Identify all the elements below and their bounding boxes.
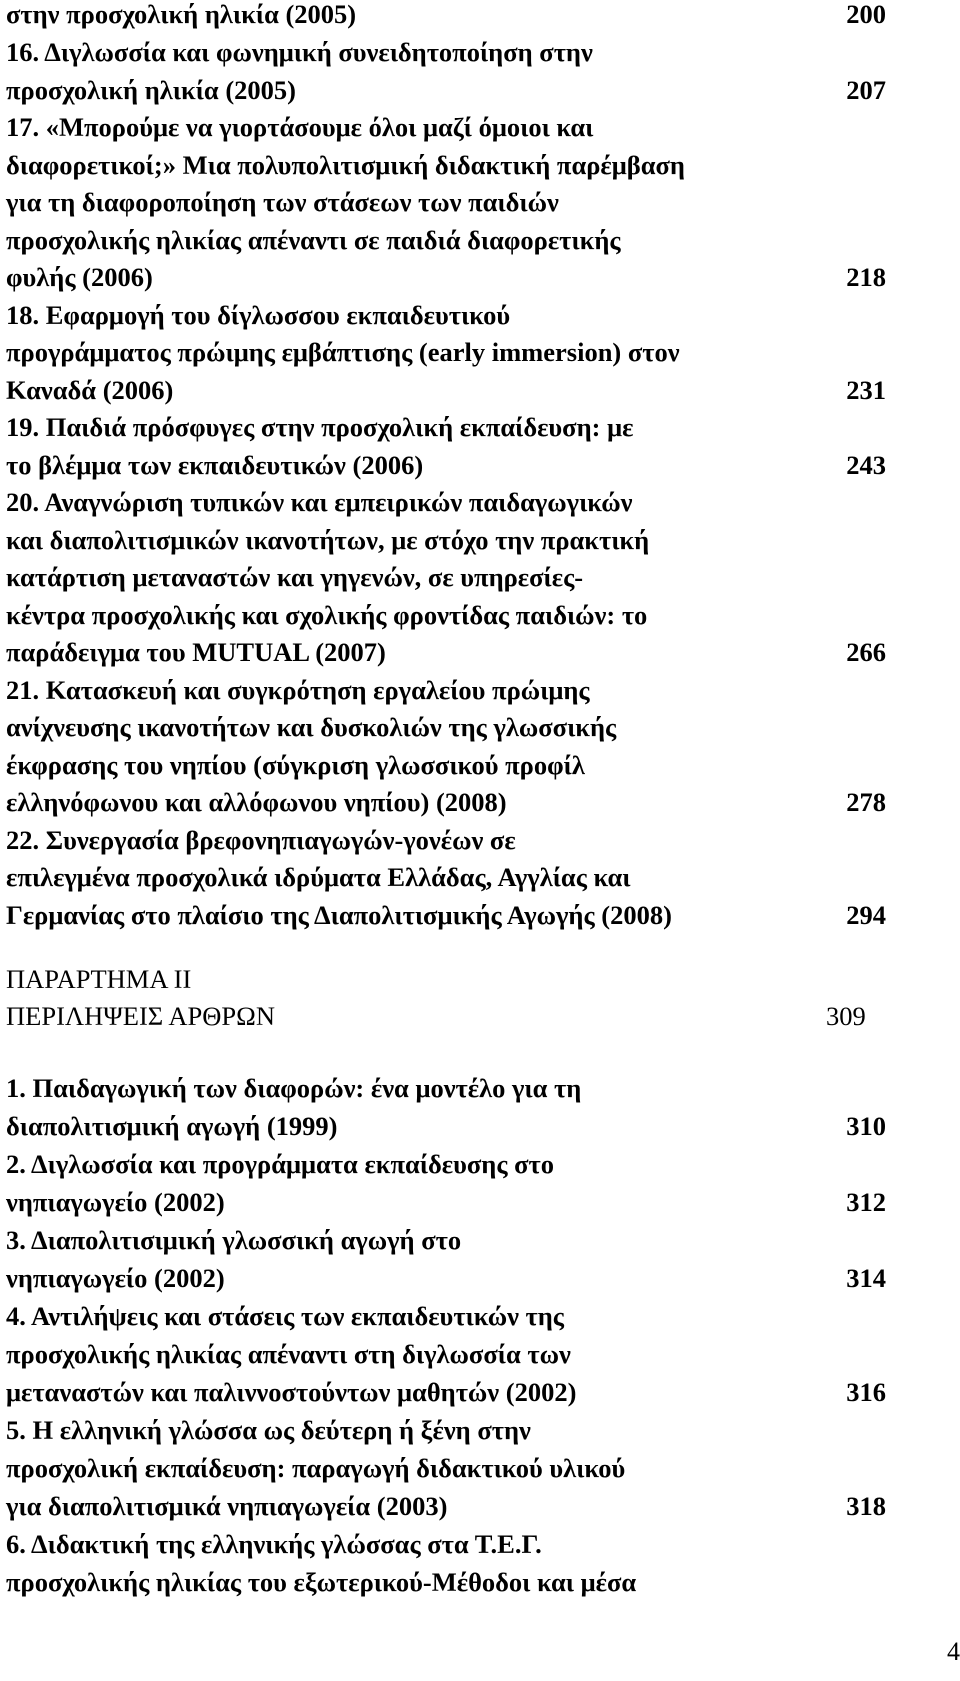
toc-text: 21. Κατασκευή και συγκρότηση εργαλείου πρώιμης [6,675,590,705]
toc-text: προσχολική εκπαίδευση: παραγωγή διδακτικού υλικού [6,1453,626,1483]
toc-line [6,1449,886,1487]
toc-text: προσχολική ηλικία (2005) [6,75,296,105]
toc-line [6,558,886,596]
toc-text: 16. Διγλωσσία και φωνημική συνειδητοποίηση στην [6,37,593,67]
toc-text: μεταναστών και παλιννοστούντων μαθητών (2002) [6,1377,577,1407]
toc-page-number: 310 [846,1111,886,1141]
toc-line [6,408,886,446]
toc-line [6,296,886,334]
toc-page-number: 231 [846,375,886,405]
toc-line [6,0,886,33]
toc-page-number: 312 [846,1187,886,1217]
toc-text: Γερμανίας στο πλαίσιο της Διαπολιτισμικής Αγωγής (2008) [6,900,672,930]
toc-line [6,746,886,784]
toc-line [6,1183,886,1221]
toc-page-number: 200 [846,0,886,29]
toc-page-number: 218 [846,262,886,292]
toc-line [6,708,886,746]
toc-page-number: 266 [846,637,886,667]
toc-page-number: 294 [846,900,886,930]
toc-line [6,258,886,296]
toc-line [6,1259,886,1297]
toc-text: 20. Αναγνώριση τυπικών και εμπειρικών παιδαγωγικών [6,487,633,517]
toc-text: 17. «Μπορούμε να γιορτάσουμε όλοι μαζί όμοιοι και [6,112,594,142]
toc-text: προσχολικής ηλικίας απέναντι στη διγλωσσία των [6,1339,571,1369]
toc-text: 22. Συνεργασία βρεφονηπιαγωγών-γονέων σε [6,825,516,855]
appendix-title-text: ΠΑΡΑΡΤΗΜΑ ΙΙ [6,964,192,994]
toc-line [6,71,886,109]
toc-text: διαφορετικοί;» Μια πολυπολιτισμική διδακτική παρέμβαση [6,150,685,180]
toc-text: προσχολικής ηλικίας του εξωτερικού-Μέθοδοι και μέσα [6,1567,637,1597]
appendix-subtitle-page: 309 [826,1001,866,1031]
toc-line [6,1411,886,1449]
toc-line [6,596,886,634]
toc-text: κατάρτιση μεταναστών και γηγενών, σε υπηρεσίες- [6,562,584,592]
toc-text: 3. Διαπολιτισιμική γλωσσική αγωγή στο [6,1225,462,1255]
toc-text: διαπολιτισμική αγωγή (1999) [6,1111,338,1141]
toc-line [6,1335,886,1373]
toc-line [6,371,886,409]
toc-line [6,146,886,184]
toc-line [6,1145,886,1183]
toc-text: προσχολικής ηλικίας απέναντι σε παιδιά διαφορετικής [6,225,621,255]
toc-text: κέντρα προσχολικής και σχολικής φροντίδας παιδιών: το [6,600,648,630]
toc-page-number: 278 [846,787,886,817]
toc-text: Καναδά (2006) [6,375,174,405]
toc-line [6,896,886,934]
toc-page-number: 207 [846,75,886,105]
toc-text: 6. Διδακτική της ελληνικής γλώσσας στα Τ.Ε.Γ. [6,1529,542,1559]
toc-line [6,1107,886,1145]
toc-line [6,108,886,146]
toc-line [6,1373,886,1411]
toc-line [6,1297,886,1335]
toc-line [6,33,886,71]
toc-page-number: 316 [846,1377,886,1407]
toc-line [6,1221,886,1259]
toc-text: 1. Παιδαγωγική των διαφορών: ένα μοντέλο για τη [6,1073,582,1103]
toc-line [6,821,886,859]
toc-line [6,1487,886,1525]
toc-line [6,183,886,221]
toc-page-number: 243 [846,450,886,480]
toc-text: 5. Η ελληνική γλώσσα ως δεύτερη ή ξένη στην [6,1415,531,1445]
appendix-subtitle-text: ΠΕΡΙΛΗΨΕΙΣ ΑΡΘΡΩΝ [6,1001,275,1031]
toc-text: ελληνόφωνου και αλλόφωνου νηπίου) (2008) [6,787,507,817]
toc-text: παράδειγμα του MUTUAL (2007) [6,637,386,667]
toc-line [6,1525,886,1563]
toc-text: έκφρασης του νηπίου (σύγκριση γλωσσικού προφίλ [6,750,585,780]
toc-text: το βλέμμα των εκπαιδευτικών (2006) [6,450,424,480]
appendix-title [6,960,191,998]
toc-line [6,783,886,821]
toc-text: και διαπολιτισμικών ικανοτήτων, με στόχο την πρακτική [6,525,650,555]
toc-line [6,446,886,484]
toc-line [6,858,886,896]
page-number: 4 [947,1637,960,1666]
toc-text: 2. Διγλωσσία και προγράμματα εκπαίδευσης στο [6,1149,555,1179]
toc-line [6,633,886,671]
toc-text: νηπιαγωγείο (2002) [6,1187,225,1217]
toc-line [6,521,886,559]
toc-text: ανίχνευσης ικανοτήτων και δυσκολιών της γλωσσικής [6,712,617,742]
toc-line [6,1563,886,1601]
toc-line [6,1069,886,1107]
toc-text: 18. Εφαρμογή του δίγλωσσου εκπαιδευτικού [6,300,511,330]
toc-line [6,483,886,521]
toc-line [6,221,886,259]
toc-line [6,333,886,371]
toc-text: στην προσχολική ηλικία (2005) [6,0,357,29]
toc-text: 19. Παιδιά πρόσφυγες στην προσχολική εκπαίδευση: με [6,412,634,442]
toc-page-number: 314 [846,1263,886,1293]
appendix-subtitle [6,997,866,1035]
toc-text: νηπιαγωγείο (2002) [6,1263,225,1293]
toc-page-number: 318 [846,1491,886,1521]
toc-text: για διαπολιτισμικά νηπιαγωγεία (2003) [6,1491,448,1521]
toc-text: προγράμματος πρώιμης εμβάπτισης (early immersion) στον [6,337,680,367]
toc-line [6,671,886,709]
toc-text: 4. Αντιλήψεις και στάσεις των εκπαιδευτικών της [6,1301,564,1331]
toc-text: φυλής (2006) [6,262,153,292]
toc-text: επιλεγμένα προσχολικά ιδρύματα Ελλάδας, Αγγλίας και [6,862,631,892]
toc-text: για τη διαφοροποίηση των στάσεων των παιδιών [6,187,559,217]
